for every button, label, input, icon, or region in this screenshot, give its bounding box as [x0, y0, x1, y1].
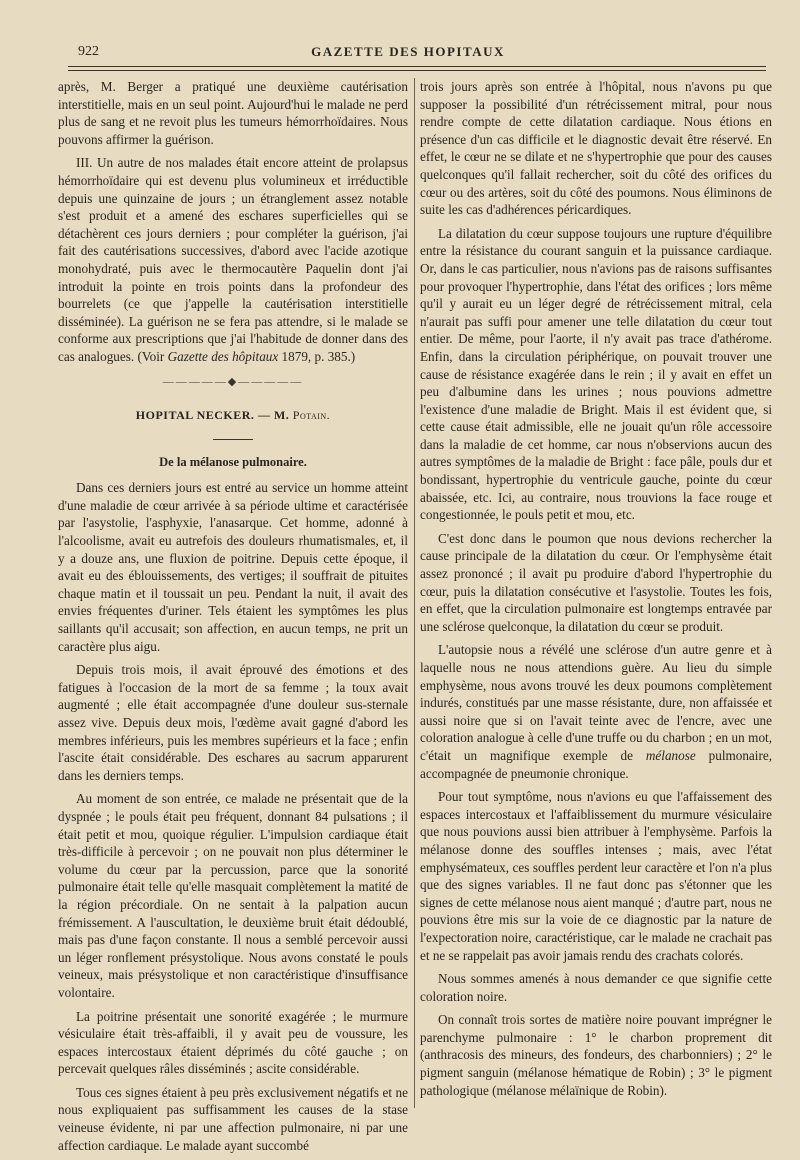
paragraph: Tous ces signes étaient à peu près exclusivement négatifs et ne nous expliquaient pas suffisamment les causes de la stase veineuse évidente, ni par une affection pulmonaire, ni par une affection cardiaque. Le malade ayant succombé	[58, 1084, 408, 1153]
short-rule	[213, 439, 253, 440]
paragraph: C'est donc dans le poumon que nous devions rechercher la cause principale de la dilatation du cœur. Or l'emphysème était assez prononcé ; il avait pu produire d'abord l'hypertrophie du cœur, puis la dilatation consécutive et l'asystolie. Toutes les fois, en effet, que la circulation pulmonaire est longtemps entravée par une sclérose quelconque, la dilatation du cœur se produit.	[420, 530, 772, 634]
header-rule-bottom	[68, 70, 766, 71]
italic-term: mélanose	[645, 747, 696, 763]
paragraph	[58, 154, 408, 365]
paragraph: Au moment de son entrée, ce malade ne présentait que de la dyspnée ; le pouls était peu fréquent, donnant 84 pulsations ; il était petit et mou, quoique régulier. L'impulsion cardiaque était très-difficile à percevoir ; on ne pouvait non plus déterminer le volume du cœur par la percussion, parce que la sonorité pulmonaire était telle qu'elle masquait complètement la matité de la région précordiale. On ne sentait à la palpation aucun frémissement. A l'auscultation, le deuxième bruit était dédoublé, mais pas d'une façon constante. Il nous a semblé percevoir aussi un léger ronflement présystolique. Nous avons constaté le pouls veineux, mais présystolique et non caractéristique d'insuffisance volontaire.	[58, 791, 408, 1000]
section-separator: —————◆—————	[162, 375, 304, 388]
paragraph	[420, 641, 772, 782]
paragraph: Dans ces derniers jours est entré au service un homme atteint d'une maladie de cœur arrivée à sa période ultime et caractérisée par l'asystolie, l'asphyxie, l'anasarque. Cet homme, adonné à l'alcoolisme, avait eu autrefois des douleurs rhumatismales, et, il y a douze ans, une fluxion de poitrine. Depuis cette époque, il avait eu des éblouissements, des vertiges; il souffrait de pituites chaque matin et il toussait un peu. Pendant la nuit, il avait des envies fréquentes d'uriner. Tels étaient les symptômes les plus saillants qu'il accusait; son affection, en aucun temps, ne prit un caractère plus aigu.	[58, 480, 408, 654]
section-heading	[58, 407, 408, 425]
citation-tail: 1879, p. 385.)	[278, 348, 356, 364]
author-name: Potain.	[292, 408, 331, 423]
article-subheading: De la mélanose pulmonaire.	[159, 454, 307, 469]
left-column	[58, 78, 408, 1160]
citation-title: Gazette des hôpitaux	[167, 348, 279, 364]
page-header	[68, 44, 748, 64]
paragraph-text: pulmonaire, accompagnée de pneumonie chronique.	[420, 747, 772, 781]
paragraph: On connaît trois sortes de matière noire pouvant imprégner le parenchyme pulmonaire : 1° le charbon proprement dit (anthracosis des mineurs, des fondeurs, des charbonniers) ; 2° le pigment sanguin (mélanose hématique de Robin) ; 3° le pigment pathologique (mélanose mélaïnique de Robin).	[420, 1012, 772, 1098]
paragraph: La dilatation du cœur suppose toujours une rupture d'équilibre entre la résistance du courant sanguin et la puissance cardiaque. Or, dans le cas particulier, nous n'avions pas de raisons suffisantes pour provoquer l'hypertrophie, dans l'état des orifices ; lors même qu'il y aurait eu un léger degré de rétrécissement mitral, cela n'aurait pas suffi pour amener une telle dilatation du cœur tout entier. De même, pour l'aorte, il n'y avait pas trace d'athérome. Enfin, dans la circulation périphérique, on pouvait trouver une cause de résistance exagérée dans le rein ; il y avait en effet un peu d'albumine dans les urines ; nous pouvions admettre l'existence d'une maladie de Bright. Mais il est évident que, si cette cause était admissible, elle ne jouait qu'un rôle accessoire dans la maladie de cet homme, car nous n'observions aucun des autres symptômes de la maladie de Bright : face pâle, pouls dur et bondissant, hypertrophie du ventricule gauche, pointe du cœur abaissée, etc. Ici, au contraire, nous trouvions la face rouge et congestionnée, le pouls petit et mou, etc.	[420, 225, 772, 523]
header-rule-top	[68, 66, 766, 67]
paragraph: Pour tout symptôme, nous n'avions eu que l'affaissement des espaces intercostaux et l'affaiblissement du murmure vésiculaire que nous pouvions aussi bien attribuer à l'emphysème. Parfois la mélanose donne des souffles intenses ; mais, avec l'état emphysémateux, ces souffles perdent leur caractère et l'on n'a plus que des signes variables. Il ne faut donc pas s'étonner que les signes de cette mélanose nous aient manqué ; d'autre part, nous ne pouvions être mis sur la voie de ce diagnostic par la nature de l'expectoration noire, caractéristique, car le malade ne crachait pas et ne se rappelait pas avoir jamais rendu des crachats colorés.	[420, 789, 772, 963]
paragraph: après, M. Berger a pratiqué une deuxième cautérisation interstitielle, mais en un seul point. Aujourd'hui le malade ne perd plus de sang et ne revoit plus les tumeurs hémorrhoïdaires. Nous pouvons affirmer la guérison.	[58, 79, 408, 147]
paragraph: Nous sommes amenés à nous demander ce que signifie cette coloration noire.	[420, 971, 772, 1004]
right-column	[420, 78, 772, 1105]
hospital-name: HOPITAL NECKER.	[135, 408, 255, 423]
column-divider	[414, 78, 415, 1108]
heading-dash: — M.	[254, 408, 293, 423]
page-number: 922	[78, 44, 99, 59]
paragraph: Depuis trois mois, il avait éprouvé des émotions et des fatigues à l'occasion de la mort de sa femme ; la toux avait augmenté ; elle était accompagnée d'une douleur sus-sternale assez vive. Depuis deux mois, l'œdème avait gagné d'abord les membres inférieurs, puis les membres supérieurs et la face ; enfin l'ascite était considérable. Des eschares au sacrum apparurent dans les derniers temps.	[58, 662, 408, 783]
journal-title: GAZETTE DES HOPITAUX	[311, 44, 505, 59]
paragraph: trois jours après son entrée à l'hôpital, nous n'avons pu que supposer la possibilité d'un rétrécissement mitral, pour nous rendre compte de cette dilatation cardiaque. Nous étions en présence d'un cas difficile et le diagnostic devait être réservé. En effet, le cœur ne se dilate et ne s'hypertrophie que pour des causes quelconques qu'il fallait rechercher, soit du côté des orifices du cœur ou des artères, soit du côté des poumons. Nous éliminons de suite les cas d'adhérences péricardiques.	[420, 79, 772, 218]
paragraph: La poitrine présentait une sonorité exagérée ; le murmure vésiculaire était très-affaibli, il y avait peu de voussure, les espaces intercostaux étaient déprimés du côté gauche ; on percevait quelques râles disséminés ; ascite considérable.	[58, 1008, 408, 1077]
paragraph-text: L'autopsie nous a révélé une sclérose d'un autre genre et à laquelle nous ne nous attendions guère. Au lieu du simple emphysème, nous avons trouvé les deux poumons complètement indurés, constitués par une masse résistante, dure, non affaissée et aussi noire que si on l'avait teinte avec de l'encre, avec une coloration analogue à celle d'une truffe ou du charbon ; en un mot, c'était un magnifique exemple de	[420, 642, 772, 763]
paragraph-text: III. Un autre de nos malades était encore atteint de prolapsus hémorrhoïdaire qui est devenu plus volumineux et irréductible depuis une quinzaine de jours ; un étranglement assez notable s'est produit et a amené des eschares superficielles qui se détachèrent ces jours derniers ; pour compléter la guérison, j'ai fait des cautérisations successives, d'abord avec l'acide azotique monohydraté, puis avec le thermocautère Paquelin dont j'ai introduit la pointe en trois points dans la profondeur des bourrelets (ce que j'appelle la cautérisation interstitielle disséminée). La guérison ne se fera pas attendre, si le malade se conforme aux prescriptions que j'ai l'habitude de donner dans des cas analogues. (Voir	[58, 155, 408, 364]
